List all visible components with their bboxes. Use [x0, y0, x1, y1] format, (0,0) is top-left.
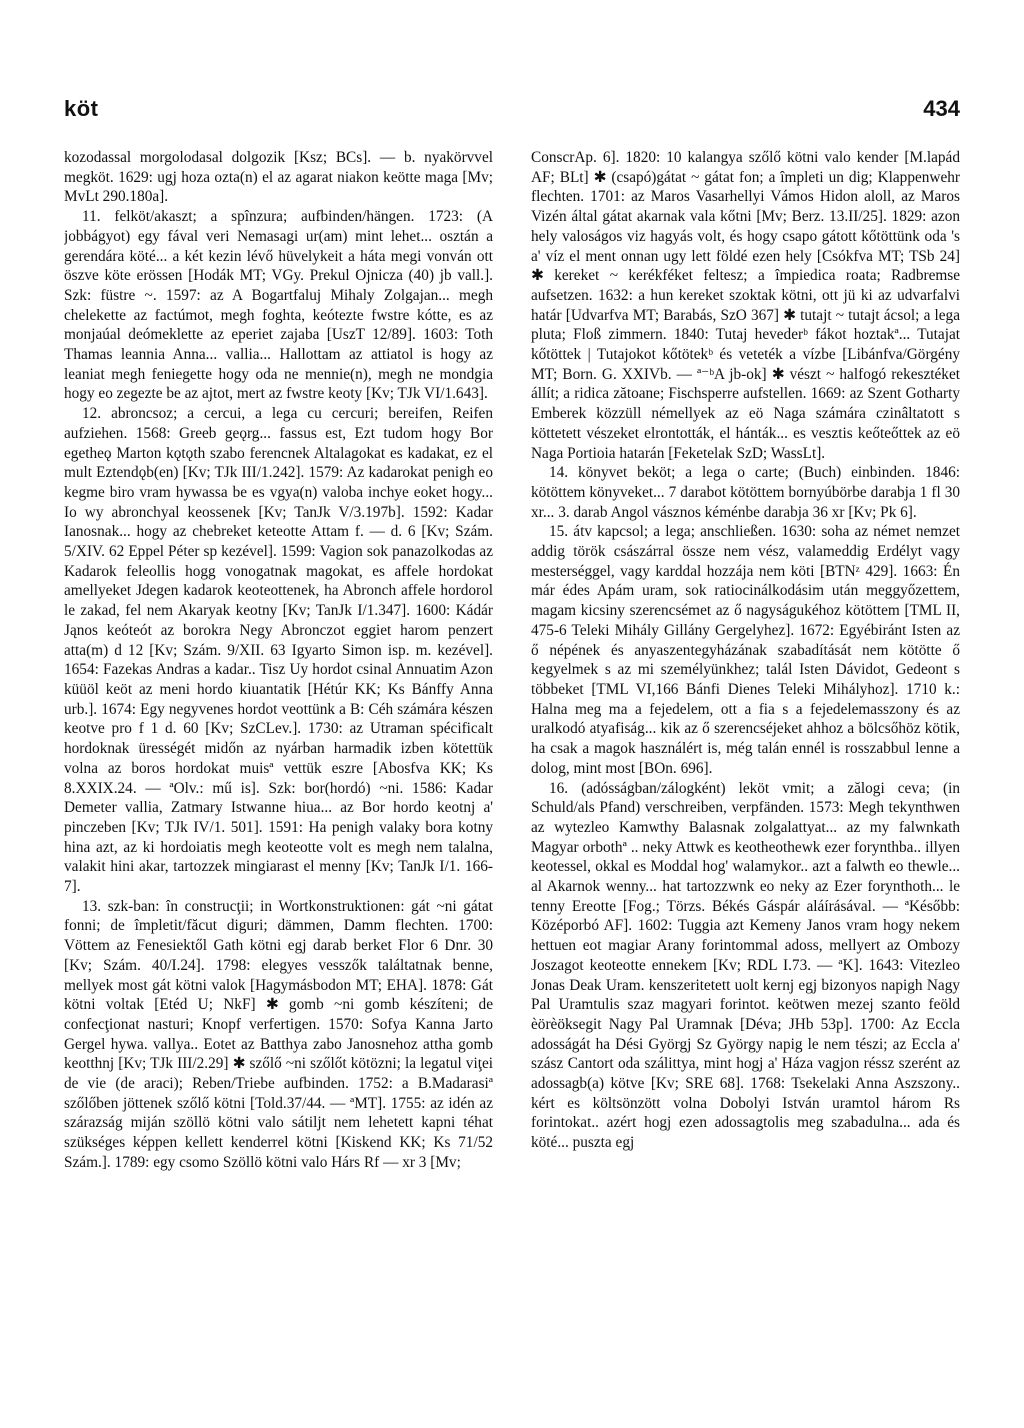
entry-paragraph: 16. (adósságban/zálogként) leköt vmit; a zălogi ceva; (in Schuld/als Pfand) verschreiben, verpfänden. 1573: Megh tekynthwen az wytezleo Kamwthy Balasnak zolgalattyat... az my falwnkath Magyar orbothª .. neky Attwk es keotheothewk ezer forynthba.. illyen keotessel, okkal es Moddal hog' walamykor.. azt a falwth eo thewle... al Akarnok wenny... hat tartozzwnk eo neky az Ezer forynthoth... le tenny Ereotte [Fog.; Törzs. Békés Gáspár aláírásával. — ªKésőbb: Középorbó AF]. 1602: Tuggia azt Kemeny Janos vram hogy nekem hettuen eot magiar Arany forintommal adoss, mellyert az Ombozy Joszagot keoteotte ennekem [Kv; RDL I.73. — ªK]. 1643: Vitezleo Jonas Deak Uram. kenszeritetett uolt kernj egj bizonyos napigh Nagy Pal Uramtulis szaz magyari forintot. keötwen mezej szanto feöld èörèöksegit Nagy Pal Uramnak [Déva; JHb 53p]. 1700: Az Eccla adosságát ha Dési Györgj Sz György napig le nem tészi; az Eccla a' szász Cantort oda szálittya, mint hogj a' Háza vagjon réssz szerént az adossagb(a) kötve [Kv; SRE 68]. 1768: Tsekelaki Anna Aszszony.. kért es költsönzött volna Dobolyi István uramtol három Rs forintokat.. azért hogj ezen adossagtolis meg szabadulna... ada és köté... puszta egj [531, 779, 960, 1152]
entry-paragraph: ConscrAp. 6]. 1820: 10 kalangya szőlő kötni valo kender [M.lapád AF; BLt] ✱ (csapó)gátat ~ gátat fon; a împleti un dig; Klappenwehr flechten. 1701: az Maros Vasarhellyi Vámos Hidon aloll, az Maros Vizén által gátat akarnak vala kőtni [Mv; Berz. 13.II/25]. 1829: azon hely valoságos viz hagyás volt, és hogy csapo gátott kőtöttünk oda 's a' víz el ment onnan ugy lett földé ezen hely [Csókfva MT; TSb 24] ✱ kereket ~ kerékféket feltesz; a împiedica roata; Radbremse aufsetzen. 1632: a hun kereket szoktak kötni, ott jü ki az udvarfalvi határ [Udvarfva MT; Barabás, SzO 367] ✱ tutajt ~ tutajt ácsol; a lega pluta; Floß zimmern. 1840: Tutaj hevederᵇ fákot hoztakª... Tutajat kőtöttek | Tutajokot kőtötekᵇ és veteték a vízbe [Libánfva/Görgény MT; Born. G. XXIVb. — ª⁻ᵇA jb-ok] ✱ vészt ~ halfogó rekesztéket állít; a ridica zătoane; Fischsperre aufstellen. 1669: az Szent Gotharty Emberek közzüll némellyek az eö Naga számára czinâltatott s köttetett vészeket elrontották, el hánták... es vesztis keőteőttek az eö Naga Portioia hatarán [Feketelak SzD; WassLt]. [531, 149, 960, 462]
left-column [64, 148, 493, 1388]
right-column [531, 148, 960, 1388]
entry-paragraph: 15. átv kapcsol; a lega; anschließen. 1630: soha az német nemzet addig török császárral össze nem vész, valameddig Erdélyt vagy mesterséggel, vagy karddal hozzája nem köti [BTNᶻ 429]. 1663: Én már édes Apám uram, sok ratiocinálkodásim után meggyőzettem, magam kicsiny szerencsémet az ő nagyságukéhoz kötöttem [TML II, 475-6 Teleki Mihály Gillány Gergelyhez]. 1672: Egyébiránt Isten az ő népének és anyaszentegyházának szabadítását nem kötötte ő kegyelmek s az mi személyünkhez; talál Isten Dávidot, Gedeont s többeket [TML VI,166 Bánfi Dienes Teleki Mihályhoz]. 1710 k.: Halna meg ma a fejedelem, ott a fia s a fejedelemasszony és az uralkodó atyafiság... kik az ő szerencséjeket ahhoz a bölcsőhöz kötik, ha csak a magok használért is, még talán ennél is rosszabbul lenne a dolog, mint most [BOn. 696]. [531, 523, 960, 777]
entry-paragraph: 14. könyvet beköt; a lega o carte; (Buch) einbinden. 1846: kötöttem könyveket... 7 darabot kötöttem bornyúbörbe darabja 1 fl 30 xr... 3. darab Angol vásznos kéménbe darabja 36 xr [Kv; Pk 6]. [531, 464, 960, 521]
entry-paragraph: kozodassal morgolodasal dolgozik [Ksz; BCs]. — b. nyakörvvel megköt. 1629: ugj hoza ozta(n) el az agarat niakon keötte maga [Mv; MvLt 290.180a]. [64, 149, 493, 206]
entry-paragraph: 13. szk-ban: în construcţii; in Wortkonstruktionen: gát ~ni gátat fonni; de împletit/făcut diguri; dämmen, Damm flechten. 1700: Vöttem az Fenesiektől Gath kötni egj darab berket Flor 6 Dnr. 30 [Kv; Szám. 40/I.24]. 1798: elegyes vesszők találtatnak benne, mellyek most gát kötni valok [Hagymásbodon MT; EHA]. 1878: Gát kötni voltak [Etéd U; NkF] ✱ gomb ~ni gomb készíteni; de confecţionat nasturi; Knopf verfertigen. 1570: Sofya Kanna Jarto Gergel hywa. vallya.. Eotet az Batthya zabo Janosnehoz attha gomb keotthnj [Kv; TJk III/2.29] ✱ szőlő ~ni szőlőt kötözni; la legatul viţei de vie (de araci); Reben/Triebe aufbinden. 1752: a B.Madarasiª szőlőben jöttenek szőlő kötni [Told.37/44. — ªMT]. 1755: az idén az szárazság miján szöllö kötni valo sátiljt nem lehetett kapni téhat szükséges képpen kellett kenderrel kötni [Kiskend KK; Ks 71/52 Szám.]. 1789: egy csomo Szöllö kötni valo Hárs Rf — xr 3 [Mv; [64, 897, 493, 1171]
entry-paragraph: 12. abroncsoz; a cercui, a lega cu cercuri; bereifen, Reifen aufziehen. 1568: Greeb geǫrg... fassus est, Ezt tudom hogy Bor egetheǫ Marton kǫtǫth szabo ferencnek Altalagokat es kadakat, ez el mult Eztendǫb(en) [Kv; TJk III/1.242]. 1579: Az kadarokat penigh eo kegme biro vram hywassa be es vgya(n) valoba inchye eoket hogy... Io wy abronchyal keossenek [Kv; TanJk V/3.197b]. 1592: Kadar Ianosnak... hogy az chebreket keteotte Attam f. — d. 6 [Kv; Szám. 5/XIV. 62 Eppel Péter sp kezével]. 1599: Vagion sok panazolkodas az Kadarok feleollis hogg vonogatnak magokat, es affele hordokat amellyeket Jdegen kadarok keoteottenek, ha Abronch affele hordorol le zakad, fel nem Akaryak keotny [Kv; TanJk I/1.347]. 1600: Kádár Jąnos keóteót az borokra Negy Abronczot eggiet harom penzert atta(m) d 12 [Kv; Szám. 9/XII. 63 Igyarto Simon isp. m. kezével]. 1654: Fazekas Andras a kadar.. Tisz Uy hordot csinal Annuatim Azon küüöl keöt az meni hordo kiuantatik [Hétúr KK; Ks Bánffy Anna urb.]. 1674: Egy negyvenes hordot veottünk a B: Céh számára készen keotve pro f 1 d. 60 [Kv; SzCLev.]. 1730: az Utraman spécificalt hordoknak ürességét midőn az nyárban harmadik izben kötettük volna az boros hordokat muisª vettük eszre [Abosfva KK; Ks 8.XXIX.24. — ªOlv.: mű is]. Szk: bor(hordó) ~ni. 1586: Kadar Demeter vallia, Zatmary Istwanne hiua... az Bor hordo keotnj a' pinczeben [Kv; TJk IV/1. 501]. 1591: Ha penigh valaky bora kotny hina azt, az ki hordoiatis megh keoteotte volt es megh nem talalna, valakit hini akar, tartozzek mingiarast el menny [Kv; TanJk I/1. 166-7]. [64, 405, 493, 896]
entry-paragraph: 11. felköt/akaszt; a spînzura; aufbinden/hängen. 1723: (A jobbágyot) egy fával veri Nemasagi ur(am) mint lehet... osztán a gerendára köté... a két kezin lévő hüvelykeit a háta megi vonván ott öszve köte erössen [Hodák MT; VGy. Prekul Ojnicza (40) jb vall.]. Szk: füstre ~. 1597: az A Bogartfaluj Mihaly Zolgajan... megh chelekette az factúmot, megh foghta, keótezte fwstre kótte, es az monjaúal deómeklette az eperiet zajaba [UszT 12/89]. 1603: Toth Thamas leannia Anna... vallia... Hallottam az attiatol is hogy az leaniat megh feniegette hogy oda ne mennie(n), megh ne mondgia hogy eo zegezte be az ajtot, mert az fwstre keoty [Kv; TJk VI/1.643]. [64, 208, 493, 403]
running-headword: köt [64, 96, 99, 121]
page-header [64, 96, 960, 126]
page-number: 434 [923, 96, 960, 121]
